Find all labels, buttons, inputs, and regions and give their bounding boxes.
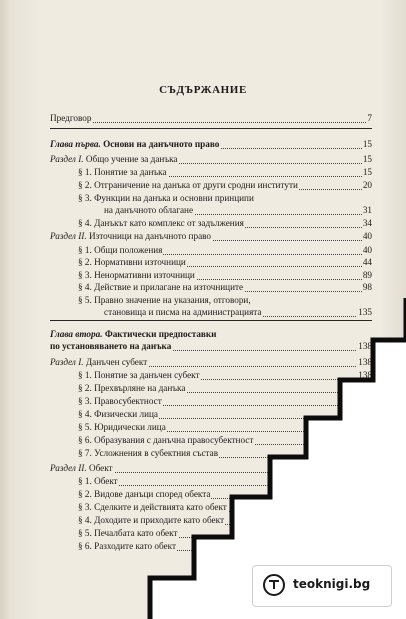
entry-title: § 6. Разходите като обект <box>78 541 176 551</box>
entry-title: § 2. Нормативни източници <box>78 257 186 267</box>
page-number: 138 <box>358 357 372 367</box>
page-title: СЪДЪРЖАНИЕ <box>159 84 247 96</box>
entry-title: § 1. Понятие за данъка <box>78 167 167 177</box>
page-number: 34 <box>362 218 372 228</box>
page-number: 40 <box>362 245 372 255</box>
entry-title: § 3. Ненормативни източници <box>78 270 195 280</box>
page-number: 31 <box>362 205 372 215</box>
page-number: 20 <box>362 180 372 190</box>
entry-title: § 2. Прехвърляне на данъка <box>78 383 186 393</box>
entry-title: Общо учение за данъка <box>83 154 178 164</box>
page-number: 89 <box>362 270 372 280</box>
page-number: 138 <box>358 370 372 380</box>
logo-text: teoknigi.bg <box>293 577 371 591</box>
entry-label: Раздел II. <box>50 231 87 241</box>
page-number: 44 <box>362 257 372 267</box>
page-number: 135 <box>358 307 372 317</box>
entry-title: § 1. Понятие за данъчен субект <box>78 370 200 380</box>
entry-title: § 1. Обект <box>78 476 118 486</box>
entry-title: Обект <box>86 463 113 473</box>
entry-label: Глава първа. <box>50 139 101 149</box>
entry-title: § 5. Печалбата като обект <box>78 528 178 538</box>
page-number: 138 <box>358 341 372 351</box>
page-number: 40 <box>362 231 372 241</box>
book-t-icon <box>263 574 285 596</box>
entry-title: Фактически предпоставки <box>102 329 217 339</box>
entry-title: на данъчното облагане <box>104 205 194 215</box>
entry-title: § 4. Данъкът като комплекс от задължения <box>78 218 244 228</box>
page-number: 15 <box>362 139 372 149</box>
entry-title: § 2. Отграничение на данъка от други сродни институти <box>78 180 298 190</box>
entry-title: § 4. Доходите и приходите като обект <box>78 515 224 525</box>
page-number: 7 <box>367 113 372 123</box>
entry-title: § 2. Видове данъци според обекта <box>78 489 211 499</box>
entry-title: § 3. Сделките и действията като обект <box>78 502 227 512</box>
entry-title: § 3. Функции на данъка и основни принципи <box>78 193 254 203</box>
page-number: 15 <box>362 154 372 164</box>
site-logo[interactable] <box>252 565 392 607</box>
entry-title: § 5. Правно значение на указания, отговори, <box>78 295 251 305</box>
entry-title: § 5. Юридически лица <box>78 422 166 432</box>
entry-label: Раздел I. <box>50 154 84 164</box>
entry-title: § 7. Усложнения в субектния състав <box>78 448 219 458</box>
entry-title: становища и писма на администрацията <box>104 307 262 317</box>
entry-label: Глава втора. <box>50 329 103 339</box>
entry-title: Основи на данъчното право <box>100 139 220 149</box>
chapter-title-cont: по установяването на данъка <box>50 341 172 351</box>
entry-title: § 6. Образувания с данъчна правосубектност <box>78 435 254 445</box>
page-number: 98 <box>362 282 372 292</box>
entry-title: Източници на данъчното право <box>86 231 212 241</box>
page-number: 15 <box>362 167 372 177</box>
entry-title: § 3. Правосубектност <box>78 396 162 406</box>
entry-title: Предговор <box>50 113 92 123</box>
entry-label: Раздел I. <box>50 357 84 367</box>
entry-label: Раздел II. <box>50 463 87 473</box>
entry-title: Данъчен субект <box>83 357 148 367</box>
entry-title: § 1. Общи положения <box>78 245 163 255</box>
entry-title: § 4. Действие и прилагане на източниците <box>78 282 244 292</box>
entry-title: § 4. Физически лица <box>78 409 158 419</box>
